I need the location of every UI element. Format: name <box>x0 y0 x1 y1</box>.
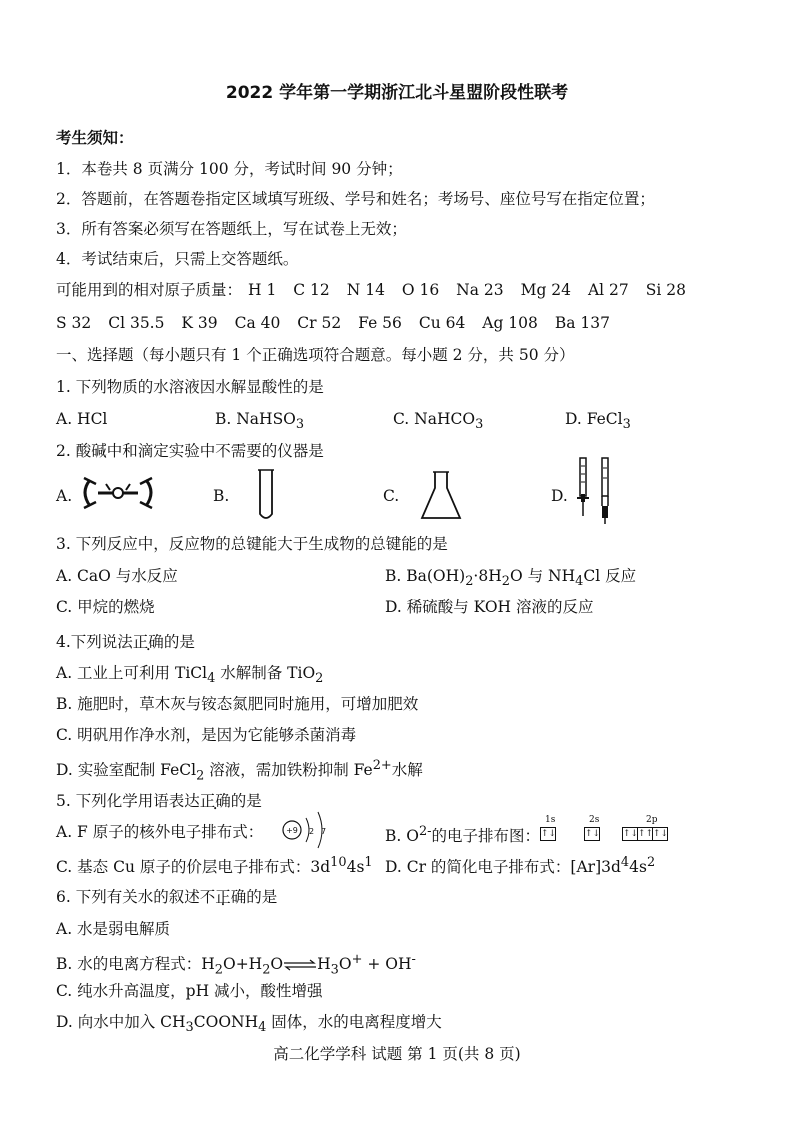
option-d: D. 稀硫酸与 KOH 溶液的反应 <box>385 598 594 616</box>
atomic-mass: Ca 40 <box>234 314 281 332</box>
option-b: B. 水的电离方程式：$H_2O+H_2O$ $H_3O^+ + OH^-$ <box>56 952 416 978</box>
atomic-mass: Al 27 <box>587 281 629 299</box>
atomic-mass: Cl 35.5 <box>108 314 165 332</box>
question-1-stem: 1. 下列物质的水溶液因水解显酸性的是 <box>56 378 324 396</box>
question-5-stem: 5. 下列化学用语表达正确的是 <box>56 792 262 810</box>
notice-item: 2．答题前，在答题卷指定区域填写班级、学号和姓名；考场号、座位号写在指定位置； <box>56 190 655 208</box>
page-footer: 高二化学学科 试题 第 1 页(共 8 页) <box>273 1045 521 1063</box>
question-4-stem: 4.下列说法正确的是 <box>56 633 195 651</box>
option-d: D. Cr 的简化电子排布式：$[Ar]3d^44s^2$ <box>385 855 656 877</box>
option-c: C. 基态 Cu 原子的价层电子排布式：$3d^{10}4s^1$ <box>56 855 373 877</box>
section-heading: 一、选择题（每小题只有 1 个正确选项符合题意。每小题 2 分，共 50 分） <box>56 346 575 364</box>
notice-heading: 考生须知： <box>56 129 134 147</box>
orbital-box: ↑↓ <box>653 829 669 839</box>
notice-item: 1．本卷共 8 页满分 100 分，考试时间 90 分钟； <box>56 160 403 178</box>
atom-structure-diagram <box>280 808 340 852</box>
exam-title: 2022 学年第一学期浙江北斗星盟阶段性联考 <box>225 83 569 103</box>
question-3-stem: 3. 下列反应中，反应物的总键能大于生成物的总键能的是 <box>56 535 448 553</box>
question-2-stem: 2. 酸碱中和滴定实验中不需要的仪器是 <box>56 442 324 460</box>
option-c: C. <box>383 487 400 505</box>
option-c: C. 甲烷的燃烧 <box>56 598 155 616</box>
option-d: D. 向水中加入 $CH_3COONH_4$ 固体，水的电离程度增大 <box>56 1013 442 1036</box>
option-d: D. 实验室配制 FeCl$_2$ 溶液，需加铁粉抑制 $Fe^{2+}$水解 <box>56 758 423 784</box>
atomic-mass: Cu 64 <box>418 314 466 332</box>
option-b: B. 施肥时，草木灰与铵态氮肥同时施用，可增加肥效 <box>56 695 419 713</box>
option-b: B. $Ba(OH)_2\cdot 8H_2O$ 与 $NH_4Cl$ 反应 <box>385 567 637 590</box>
test-tube-image <box>256 468 276 524</box>
shell-electrons: 2 <box>309 827 315 836</box>
option-b: B. NaHSO$_3$ <box>215 410 305 433</box>
option-a: A. F 原子的核外电子排布式： <box>56 823 264 841</box>
option-c: C. NaHCO$_3$ <box>393 410 484 433</box>
shell-electrons: 7 <box>321 827 327 836</box>
atomic-mass: Fe 56 <box>358 314 402 332</box>
atomic-mass: H 1 <box>248 281 277 299</box>
orbital-box: ↑↓ <box>541 829 557 839</box>
atomic-mass: Ba 137 <box>554 314 610 332</box>
orbital-box: ↑↑ <box>638 829 654 839</box>
orbital-label: 1s <box>545 815 556 825</box>
option-d: D. FeCl$_3$ <box>565 410 631 433</box>
atomic-mass: Mg 24 <box>520 281 572 299</box>
atomic-mass: Ag 108 <box>482 314 538 332</box>
atomic-mass-row-2 <box>56 313 610 333</box>
option-b: B. <box>213 487 230 505</box>
conical-flask-image <box>419 470 463 522</box>
option-a: A. 水是弱电解质 <box>56 920 171 938</box>
orbital-box: ↑↓ <box>623 829 639 839</box>
atomic-mass: O 16 <box>401 281 440 299</box>
burettes-image <box>574 456 618 526</box>
notice-item: 3．所有答案必须写在答题纸上，写在试卷上无效； <box>56 220 407 238</box>
option-c: C. 纯水升高温度，pH 减小，酸性增强 <box>56 982 323 1000</box>
option-a: A. <box>56 487 73 505</box>
atomic-mass: S 32 <box>56 314 92 332</box>
orbital-box: ↑↓ <box>585 829 601 839</box>
option-a: A. HCl <box>56 410 108 428</box>
option-c: C. 明矾用作净水剂，是因为它能够杀菌消毒 <box>56 726 357 744</box>
option-a: A. 工业上可利用 TiCl$_4$ 水解制备 TiO$_2$ <box>56 664 324 687</box>
notice-item: 4．考试结束后，只需上交答题纸。 <box>56 250 299 268</box>
option-d: D. <box>551 487 568 505</box>
nucleus-charge: +9 <box>286 826 298 835</box>
orbital-label: 2p <box>646 815 658 825</box>
atomic-mass: Na 23 <box>456 281 504 299</box>
question-6-stem: 6. 下列有关水的叙述不正确的是 <box>56 888 278 906</box>
atomic-mass: N 14 <box>346 281 385 299</box>
option-b: B. $O^{2-}$的电子排布图： <box>385 824 541 846</box>
atomic-mass: Cr 52 <box>297 314 342 332</box>
atomic-mass: K 39 <box>181 314 218 332</box>
orbital-label: 2s <box>589 815 600 825</box>
option-a: A. CaO 与水反应 <box>56 567 178 585</box>
atomic-mass: Si 28 <box>645 281 686 299</box>
atomic-mass: C 12 <box>293 281 330 299</box>
clamp-holder-image <box>76 470 161 518</box>
equilibrium-arrow <box>283 960 317 970</box>
atomic-mass-row-1 <box>56 280 686 300</box>
atomic-mass-label: 可能用到的相对原子质量： <box>56 281 243 299</box>
